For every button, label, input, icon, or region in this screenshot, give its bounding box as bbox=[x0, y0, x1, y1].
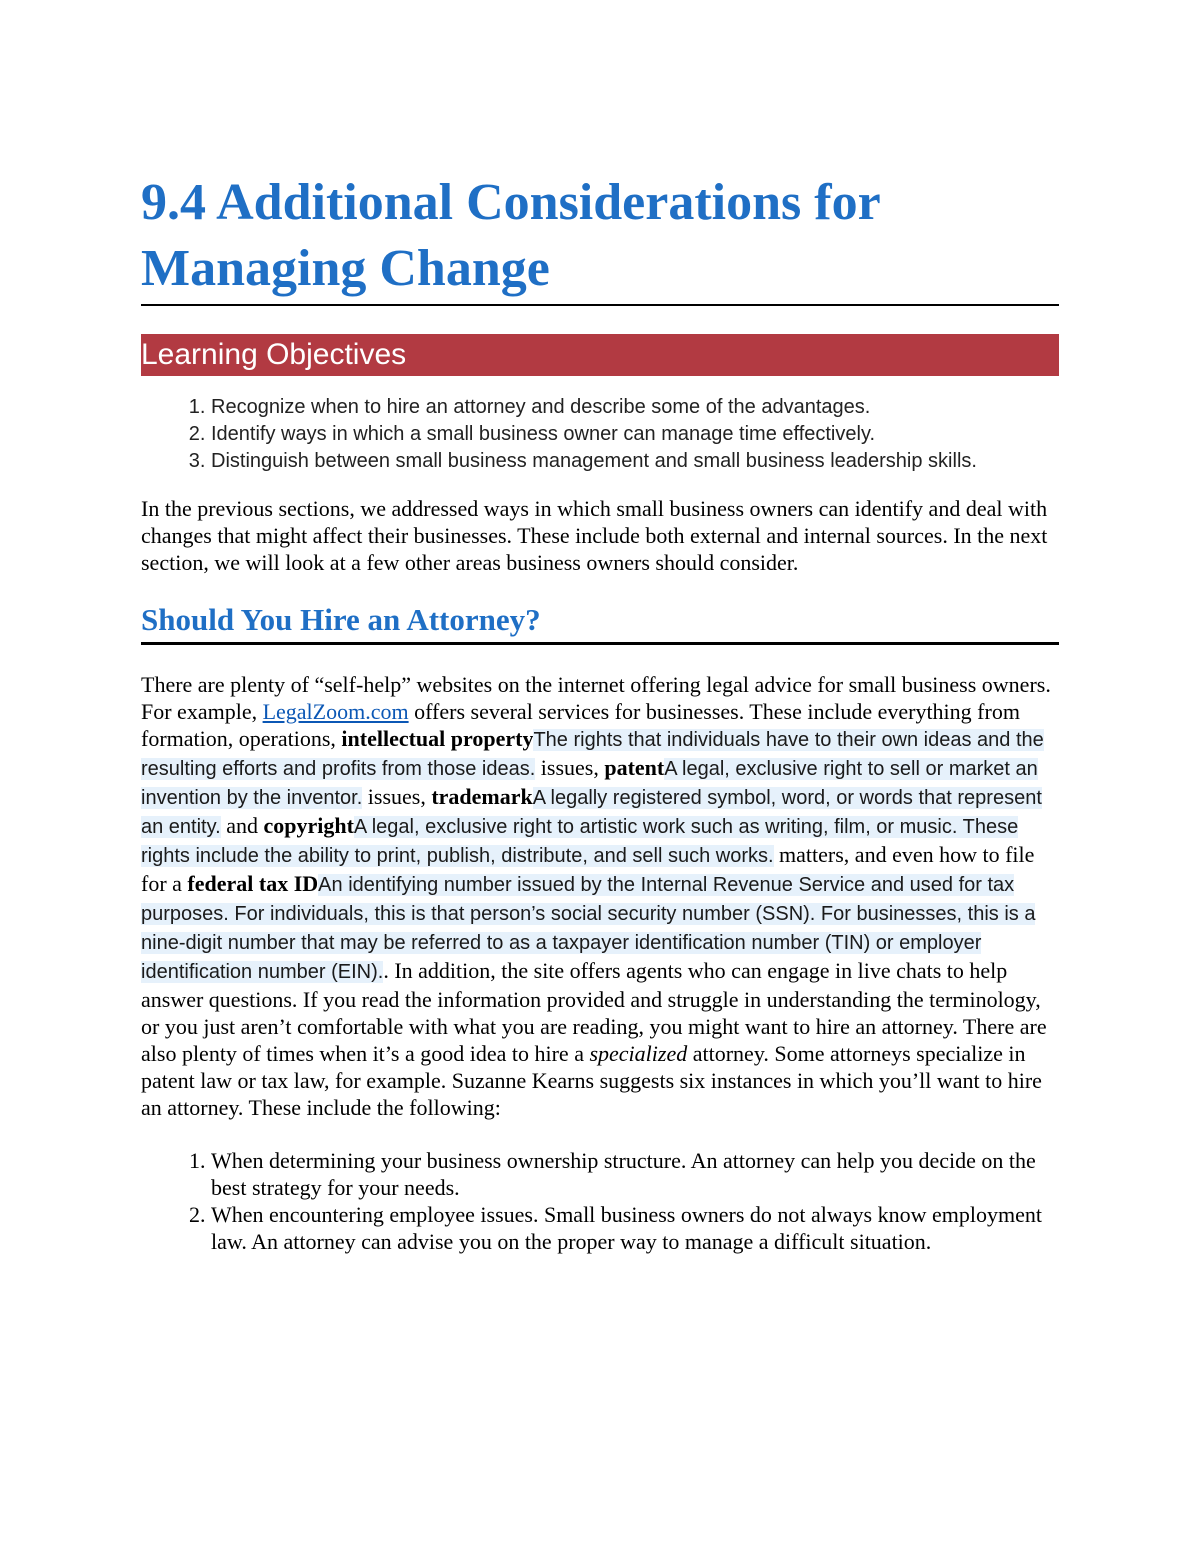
term-intellectual-property: intellectual property bbox=[341, 726, 534, 751]
text-run: issues, bbox=[362, 784, 432, 809]
learning-objectives-header: Learning Objectives bbox=[141, 334, 1059, 376]
definition-trademark: A legally registered symbol, word, or words that represent an entity. bbox=[141, 787, 1042, 838]
instance-item: 1. When determining your business ownership structure. An attorney can help you decide on the best strategy for your needs. bbox=[211, 1147, 1059, 1201]
definition-patent: A legal, exclusive right to sell or market an invention by the inventor. bbox=[141, 758, 1038, 809]
attorney-instances-list bbox=[141, 1147, 1059, 1255]
objective-item: 1. Recognize when to hire an attorney and describe some of the advantages. bbox=[211, 394, 1059, 421]
text-run: . In addition, the site offers agents who can engage in live chats to help answer questions. If you read the information provided and struggle in understanding the terminology, or you just aren’t comfortable with what you are reading, you might want to hire an attorney. There are also plenty of times when it’s a good idea to hire a bbox=[141, 958, 1047, 1066]
definition-intellectual-property: The rights that individuals have to their own ideas and the resulting efforts and profits from those ideas. bbox=[141, 729, 1044, 780]
term-patent: patent bbox=[604, 755, 665, 780]
term-copyright: copyright bbox=[263, 813, 354, 838]
objective-item: 2. Identify ways in which a small business owner can manage time effectively. bbox=[211, 421, 1059, 448]
text-run: issues, bbox=[535, 755, 605, 780]
learning-objectives-list bbox=[141, 394, 1059, 475]
term-federal-tax-id: federal tax ID bbox=[187, 871, 319, 896]
definition-federal-tax-id: An identifying number issued by the Internal Revenue Service and used for tax purposes. For individuals, this is that person’s social security number (SSN). For businesses, this is a nine-digit number that may be referred to as a taxpayer identification number (TIN) or employer identification number (EIN). bbox=[141, 874, 1036, 983]
attorney-paragraph bbox=[141, 671, 1059, 1121]
term-specialized: specialized bbox=[589, 1041, 688, 1066]
definition-copyright: A legal, exclusive right to artistic work such as writing, film, or music. These rights include the ability to print, publish, distribute, and sell such works. bbox=[141, 816, 1019, 867]
text-run: attorney. Some attorneys specialize in patent law or tax law, for example. Suzanne Kearns suggests six instances in which you’ll want to hire an attorney. These include the following: bbox=[141, 1041, 1042, 1120]
text-run: and bbox=[220, 813, 264, 838]
section-heading: Should You Hire an Attorney? bbox=[141, 600, 1059, 645]
objective-item: 3. Distinguish between small business management and small business leadership skills. bbox=[211, 448, 1059, 475]
instance-item: 2. When encountering employee issues. Small business owners do not always know employment law. An attorney can advise you on the proper way to manage a difficult situation. bbox=[211, 1201, 1059, 1255]
text-run: matters, and even how to file for a bbox=[141, 842, 1035, 896]
text-run: offers several services for businesses. These include everything from formation, operations, bbox=[141, 699, 1020, 751]
legalzoom-link[interactable]: LegalZoom.com bbox=[262, 699, 409, 724]
page-title: 9.4 Additional Considerations for Managing Change bbox=[141, 170, 1059, 306]
page-content bbox=[141, 170, 1059, 1255]
term-trademark: trademark bbox=[431, 784, 533, 809]
text-run: There are plenty of “self-help” websites on the internet offering legal advice for small business owners. For example, bbox=[141, 672, 1051, 724]
intro-paragraph: In the previous sections, we addressed ways in which small business owners can identify and deal with changes that might affect their businesses. These include both external and internal sources. In the next section, we will look at a few other areas business owners should consider. bbox=[141, 496, 1048, 575]
